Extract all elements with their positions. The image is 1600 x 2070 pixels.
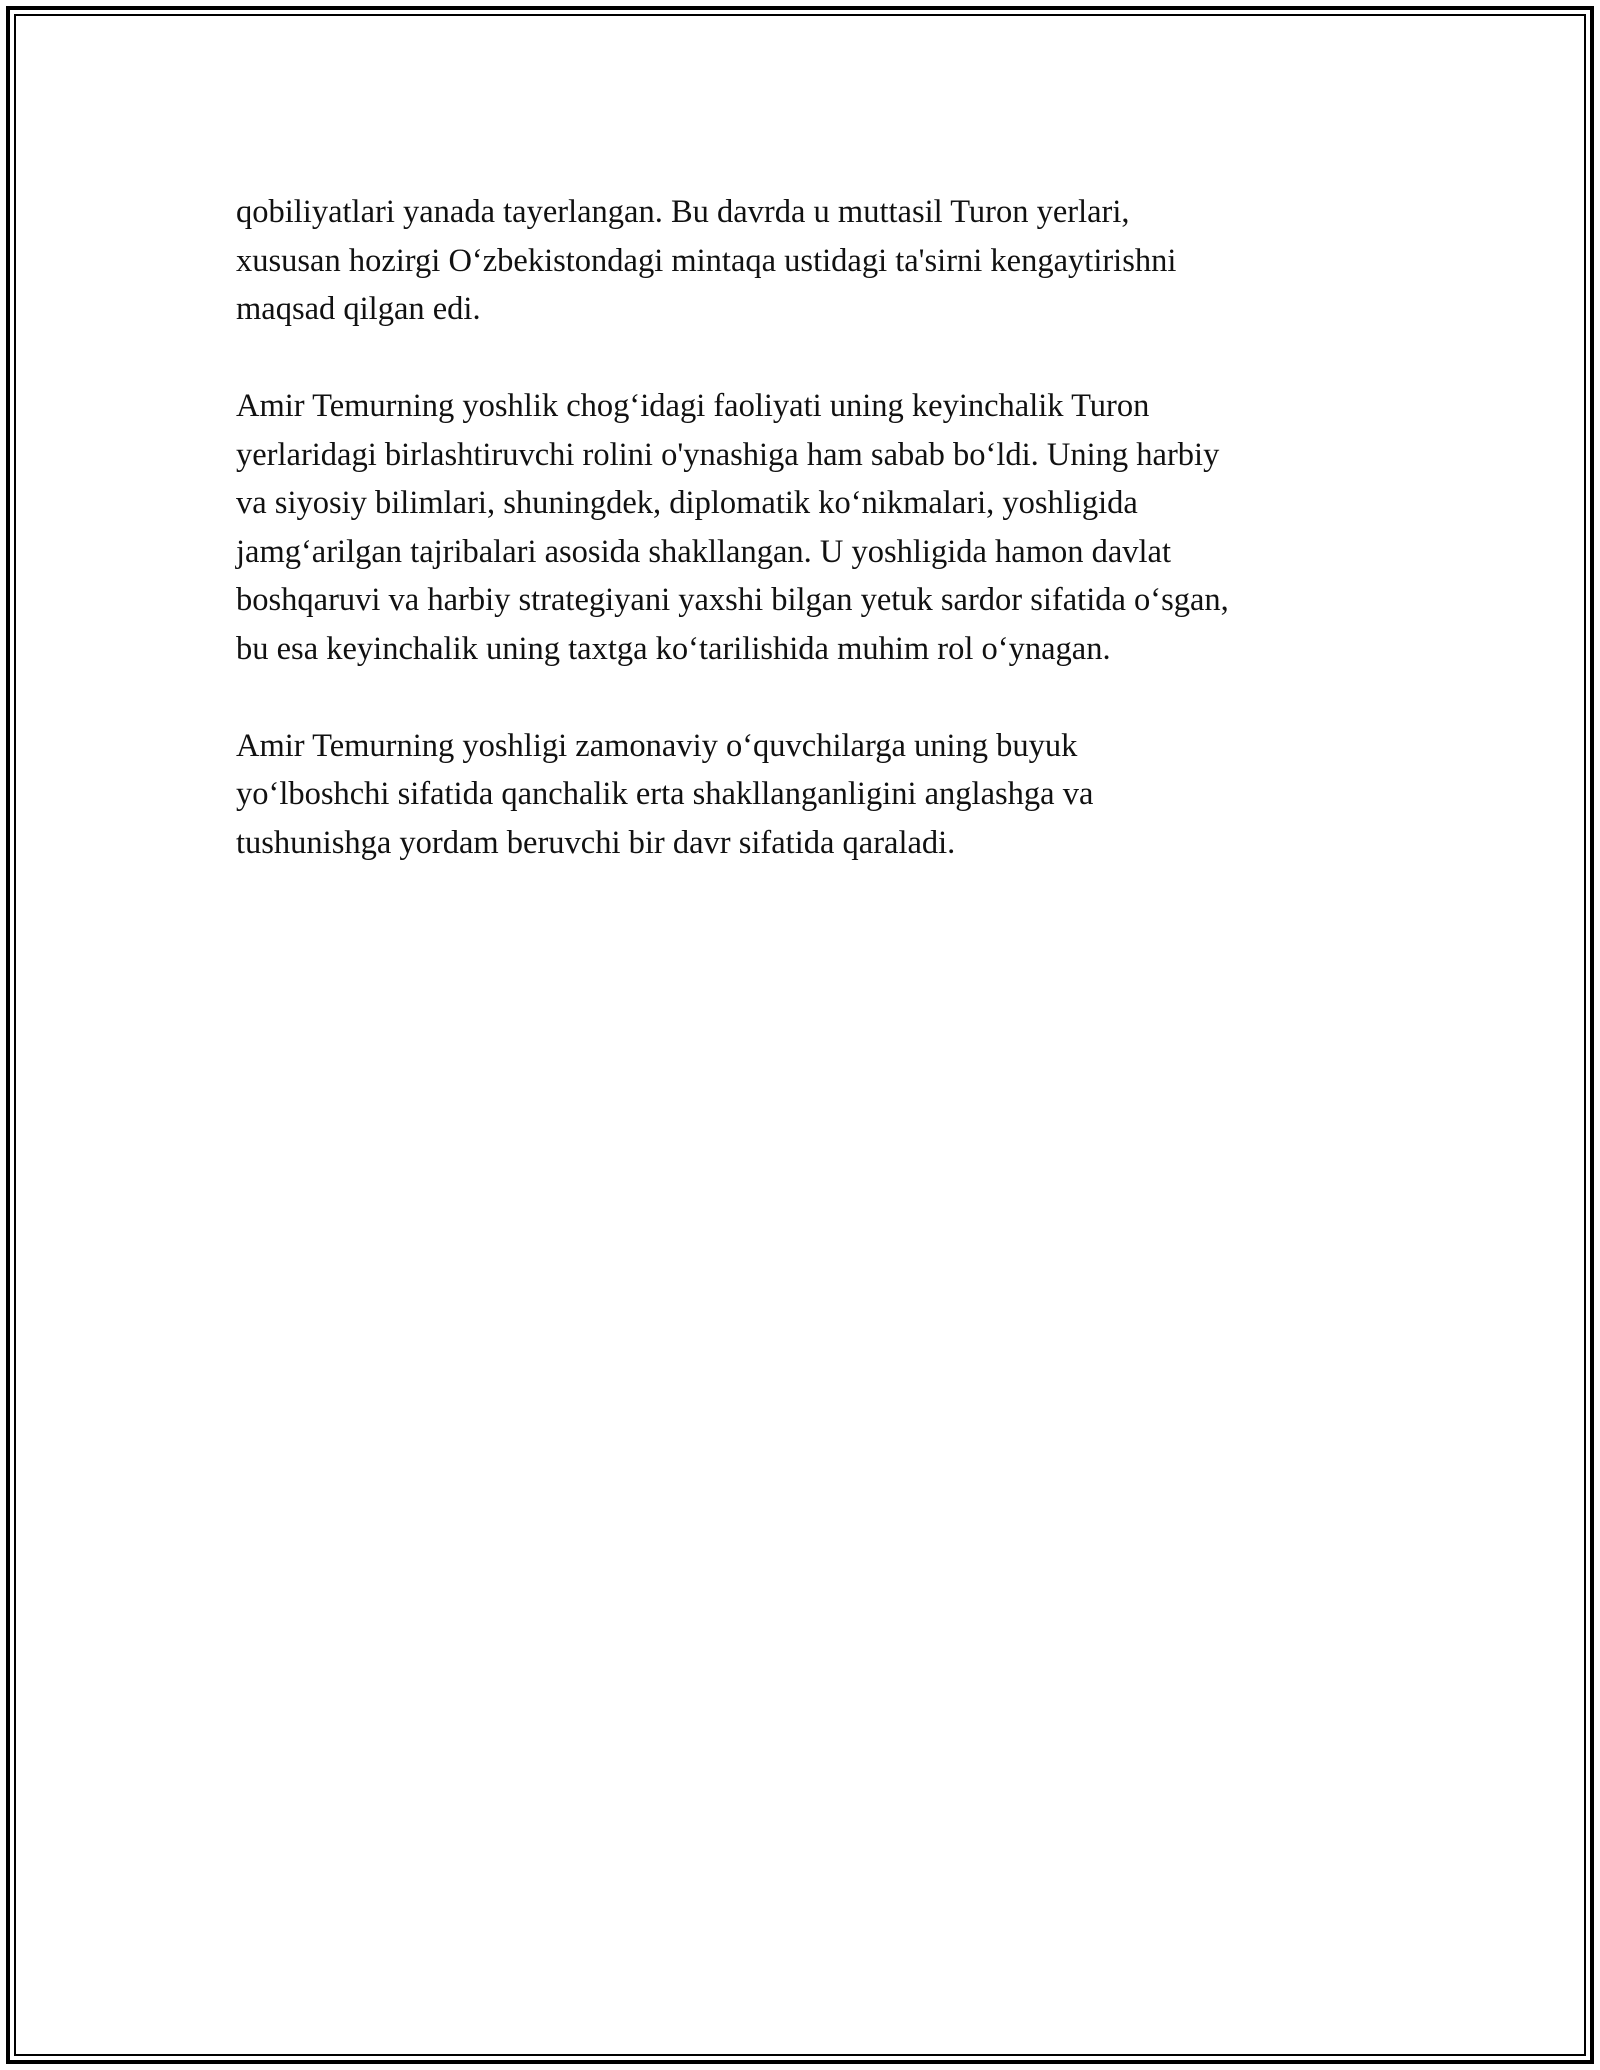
paragraph-3: Amir Temurning yoshligi zamonaviy o‘quvchilarga uning buyuk yo‘lboshchi sifatida qanchalik erta shakllanganligini anglashga va tushunishga yordam beruvchi bir davr sifatida qaraladi. xyxy=(236,727,1094,861)
paragraph-2: Amir Temurning yoshlik chog‘idagi faoliyati uning keyinchalik Turon yerlaridagi birlashtiruvchi rolini o'ynashiga ham sabab bo‘ldi. Uning harbiy va siyosiy bilimlari, shuningdek, diplomatik ko‘nikmalari, yoshligida jamg‘arilgan tajribalari asosida shakllangan. U yoshligida hamon davlat boshqaruvi va harbiy strategiyani yaxshi bilgan yetuk sardor sifatida o‘sgan, bu esa keyinchalik uning taxtga ko‘tarilishida muhim rol o‘ynagan. xyxy=(236,388,1229,667)
document-body xyxy=(236,188,1366,916)
paragraph-1: qobiliyatlari yanada tayerlangan. Bu davrda u muttasil Turon yerlari, xususan hozirgi O‘zbekistondagi mintaqa ustidagi ta'sirni kengaytirishni maqsad qilgan edi. xyxy=(236,194,1177,327)
